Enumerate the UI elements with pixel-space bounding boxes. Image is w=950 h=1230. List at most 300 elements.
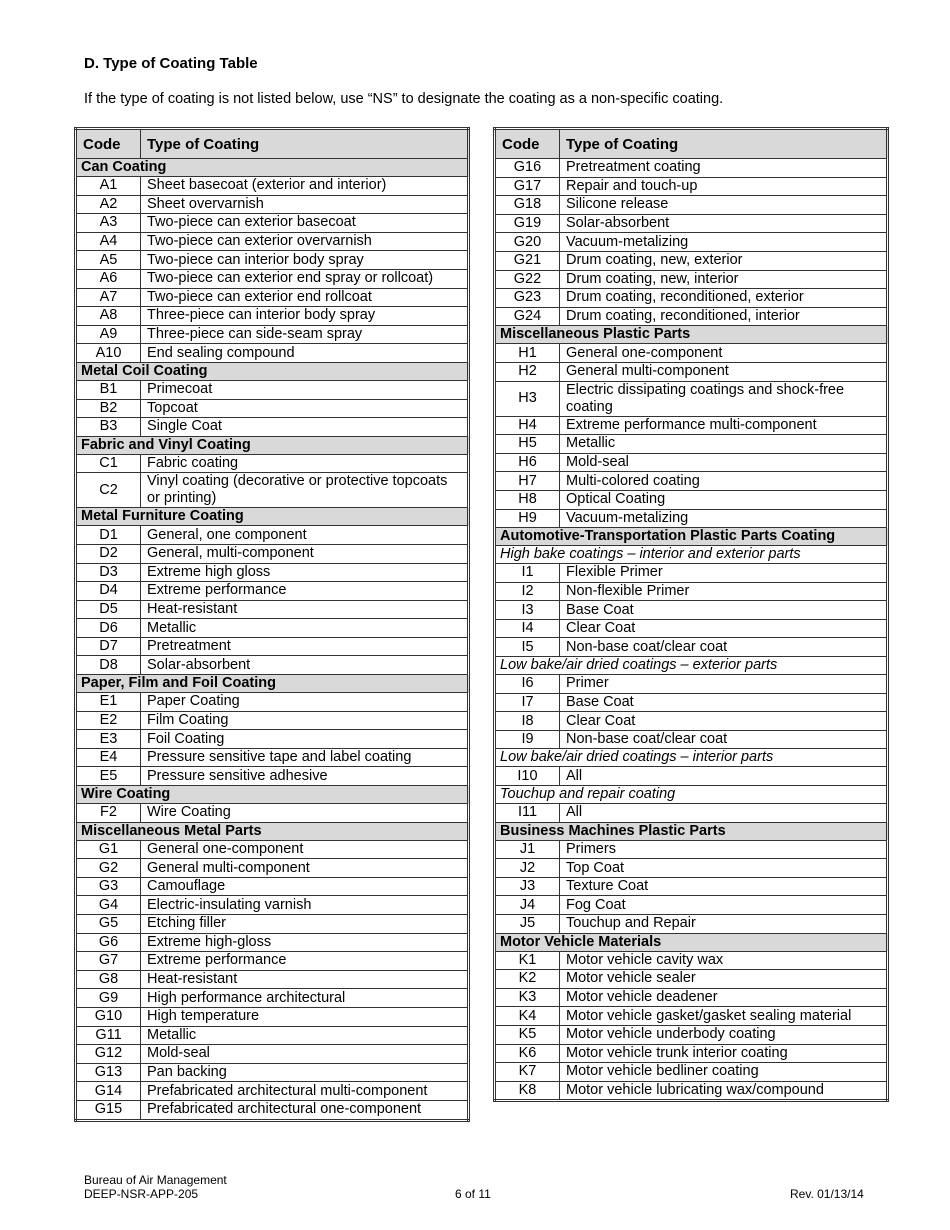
coating-type-cell: Sheet overvarnish	[141, 195, 469, 214]
code-cell: D5	[76, 600, 141, 619]
coating-type-cell: High performance architectural	[141, 989, 469, 1008]
code-cell: K7	[495, 1063, 560, 1082]
code-cell: K8	[495, 1081, 560, 1101]
table-row	[76, 344, 469, 363]
table-row	[76, 563, 469, 582]
coating-type-cell: Film Coating	[141, 711, 469, 730]
table-row	[76, 399, 469, 418]
code-cell: A1	[76, 177, 141, 196]
code-cell: E1	[76, 693, 141, 712]
footer-left	[84, 1173, 227, 1201]
code-cell: H2	[495, 362, 560, 381]
category-label: Motor Vehicle Materials	[495, 933, 888, 951]
code-cell: G20	[495, 233, 560, 252]
table-row	[76, 454, 469, 473]
coating-type-cell: Extreme performance multi-component	[560, 416, 888, 435]
type-column-header: Type of Coating	[560, 129, 888, 159]
footer-form-id: DEEP-NSR-APP-205	[84, 1187, 199, 1201]
subcategory-row	[495, 657, 888, 675]
table-row	[76, 195, 469, 214]
code-cell: H8	[495, 490, 560, 509]
table-row	[76, 656, 469, 675]
code-cell: A6	[76, 269, 141, 288]
coating-type-cell: Non-base coat/clear coat	[560, 638, 888, 657]
coating-type-cell: Base Coat	[560, 693, 888, 712]
category-header-row	[76, 159, 469, 177]
code-cell: B2	[76, 399, 141, 418]
coating-type-cell: Sheet basecoat (exterior and interior)	[141, 177, 469, 196]
coating-type-cell: Pressure sensitive tape and label coating	[141, 748, 469, 767]
code-cell: H6	[495, 453, 560, 472]
code-cell: H3	[495, 381, 560, 416]
coating-type-cell: Paper Coating	[141, 693, 469, 712]
coating-type-cell: Metallic	[560, 435, 888, 454]
code-cell: G13	[76, 1063, 141, 1082]
table-row	[495, 435, 888, 454]
table-row	[76, 418, 469, 437]
coating-type-cell: Motor vehicle lubricating wax/compound	[560, 1081, 888, 1101]
coating-type-cell: Fabric coating	[141, 454, 469, 473]
table-row	[495, 307, 888, 326]
subcategory-label: Low bake/air dried coatings – interior parts	[495, 749, 888, 767]
coating-type-cell: Camouflage	[141, 877, 469, 896]
code-cell: I11	[495, 804, 560, 823]
table-row	[495, 196, 888, 215]
coating-type-cell: Extreme performance	[141, 582, 469, 601]
code-cell: A2	[76, 195, 141, 214]
table-row	[495, 619, 888, 638]
table-row	[495, 233, 888, 252]
type-column-header: Type of Coating	[141, 129, 469, 159]
code-cell: C1	[76, 454, 141, 473]
code-cell: D4	[76, 582, 141, 601]
category-label: Miscellaneous Plastic Parts	[495, 326, 888, 344]
coating-type-cell: Optical Coating	[560, 490, 888, 509]
code-cell: B3	[76, 418, 141, 437]
coating-rows-right	[495, 159, 888, 1101]
table-row	[76, 1082, 469, 1101]
table-row	[495, 1044, 888, 1063]
code-cell: J2	[495, 859, 560, 878]
code-cell: D1	[76, 526, 141, 545]
coating-type-cell: Motor vehicle deadener	[560, 988, 888, 1007]
subcategory-label: High bake coatings – interior and exterior parts	[495, 546, 888, 564]
coating-type-cell: Pan backing	[141, 1063, 469, 1082]
table-header-row	[495, 129, 888, 159]
coating-type-cell: Motor vehicle gasket/gasket sealing material	[560, 1007, 888, 1026]
coating-type-cell: Motor vehicle underbody coating	[560, 1025, 888, 1044]
section-heading: D. Type of Coating Table	[84, 55, 258, 72]
code-cell: H7	[495, 472, 560, 491]
code-cell: E2	[76, 711, 141, 730]
code-cell: G19	[495, 214, 560, 233]
coating-type-cell: Touchup and Repair	[560, 915, 888, 934]
code-cell: G5	[76, 915, 141, 934]
code-cell: A10	[76, 344, 141, 363]
code-cell: D2	[76, 544, 141, 563]
footer-agency: Bureau of Air Management	[84, 1173, 227, 1187]
table-row	[76, 1026, 469, 1045]
table-row	[495, 767, 888, 786]
table-row	[495, 712, 888, 731]
coating-type-cell: General, one component	[141, 526, 469, 545]
table-row	[76, 933, 469, 952]
code-cell: J5	[495, 915, 560, 934]
coating-table-right	[493, 127, 889, 1102]
code-cell: G18	[495, 196, 560, 215]
table-row	[495, 270, 888, 289]
coating-type-cell: General one-component	[560, 344, 888, 363]
table-row	[76, 915, 469, 934]
table-row	[76, 730, 469, 749]
code-cell: F2	[76, 804, 141, 823]
code-cell: K5	[495, 1025, 560, 1044]
coating-type-cell: Two-piece can exterior overvarnish	[141, 232, 469, 251]
code-cell: G15	[76, 1100, 141, 1120]
coating-type-cell: Solar-absorbent	[141, 656, 469, 675]
code-cell: A3	[76, 214, 141, 233]
coating-type-cell: Extreme high-gloss	[141, 933, 469, 952]
coating-type-cell: Motor vehicle trunk interior coating	[560, 1044, 888, 1063]
table-row	[76, 251, 469, 270]
table-row	[76, 1063, 469, 1082]
table-row	[495, 1063, 888, 1082]
coating-type-cell: Single Coat	[141, 418, 469, 437]
category-label: Metal Furniture Coating	[76, 508, 469, 526]
coating-type-cell: Extreme performance	[141, 952, 469, 971]
table-row	[76, 1100, 469, 1120]
table-row	[76, 380, 469, 399]
table-row	[76, 288, 469, 307]
coating-type-cell: Wire Coating	[141, 804, 469, 823]
coating-type-cell: Motor vehicle cavity wax	[560, 951, 888, 970]
code-cell: J4	[495, 896, 560, 915]
table-row	[495, 988, 888, 1007]
table-row	[76, 214, 469, 233]
code-cell: K1	[495, 951, 560, 970]
category-header-row	[76, 675, 469, 693]
table-row	[495, 564, 888, 583]
coating-type-cell: Repair and touch-up	[560, 177, 888, 196]
code-cell: G7	[76, 952, 141, 971]
coating-type-cell: Pretreatment	[141, 637, 469, 656]
coating-type-cell: Texture Coat	[560, 877, 888, 896]
coating-type-cell: Base Coat	[560, 601, 888, 620]
subcategory-label: Touchup and repair coating	[495, 786, 888, 804]
table-row	[76, 693, 469, 712]
coating-type-cell: Pressure sensitive adhesive	[141, 767, 469, 786]
table-row	[76, 859, 469, 878]
table-row	[76, 177, 469, 196]
footer-page-number: 6 of 11	[455, 1187, 491, 1201]
coating-type-cell: Two-piece can exterior end rollcoat	[141, 288, 469, 307]
table-row	[495, 490, 888, 509]
category-label: Metal Coil Coating	[76, 362, 469, 380]
table-row	[76, 877, 469, 896]
coating-type-cell: Etching filler	[141, 915, 469, 934]
code-cell: I1	[495, 564, 560, 583]
code-cell: H4	[495, 416, 560, 435]
category-label: Can Coating	[76, 159, 469, 177]
category-header-row	[76, 822, 469, 840]
coating-type-cell: Vinyl coating (decorative or protective topcoats or printing)	[141, 473, 469, 508]
coating-type-cell: Three-piece can side-seam spray	[141, 325, 469, 344]
table-row	[495, 177, 888, 196]
coating-type-cell: End sealing compound	[141, 344, 469, 363]
code-cell: H9	[495, 509, 560, 528]
table-row	[495, 601, 888, 620]
table-row	[76, 325, 469, 344]
table-row	[76, 896, 469, 915]
code-cell: I5	[495, 638, 560, 657]
category-label: Paper, Film and Foil Coating	[76, 675, 469, 693]
table-row	[76, 952, 469, 971]
coating-type-cell: Primer	[560, 675, 888, 694]
code-cell: G10	[76, 1007, 141, 1026]
table-row	[76, 232, 469, 251]
table-row	[76, 1045, 469, 1064]
coating-type-cell: Mold-seal	[560, 453, 888, 472]
coating-type-cell: Primecoat	[141, 380, 469, 399]
subcategory-row	[495, 749, 888, 767]
code-column-header: Code	[76, 129, 141, 159]
table-row	[495, 251, 888, 270]
table-row	[76, 767, 469, 786]
coating-table-left	[74, 127, 470, 1122]
coating-type-cell: Clear Coat	[560, 619, 888, 638]
coating-type-cell: Silicone release	[560, 196, 888, 215]
coating-rows-left	[76, 159, 469, 1121]
table-row	[76, 748, 469, 767]
code-cell: K3	[495, 988, 560, 1007]
coating-type-cell: Two-piece can exterior basecoat	[141, 214, 469, 233]
table-row	[495, 730, 888, 749]
coating-type-cell: All	[560, 804, 888, 823]
category-header-row	[76, 436, 469, 454]
category-header-row	[495, 933, 888, 951]
coating-type-cell: Pretreatment coating	[560, 159, 888, 178]
code-cell: I2	[495, 582, 560, 601]
code-cell: I8	[495, 712, 560, 731]
code-cell: G21	[495, 251, 560, 270]
category-header-row	[76, 786, 469, 804]
code-cell: G11	[76, 1026, 141, 1045]
table-row	[495, 915, 888, 934]
coating-type-cell: Flexible Primer	[560, 564, 888, 583]
coating-type-cell: Non-base coat/clear coat	[560, 730, 888, 749]
category-label: Wire Coating	[76, 786, 469, 804]
table-row	[495, 381, 888, 416]
code-cell: B1	[76, 380, 141, 399]
code-cell: D3	[76, 563, 141, 582]
code-cell: G12	[76, 1045, 141, 1064]
code-cell: D6	[76, 619, 141, 638]
table-row	[495, 859, 888, 878]
coating-type-cell: Vacuum-metalizing	[560, 509, 888, 528]
coating-type-cell: Non-flexible Primer	[560, 582, 888, 601]
coating-type-cell: Motor vehicle bedliner coating	[560, 1063, 888, 1082]
coating-type-cell: Primers	[560, 840, 888, 859]
table-row	[495, 416, 888, 435]
coating-type-cell: Fog Coat	[560, 896, 888, 915]
table-row	[76, 544, 469, 563]
coating-type-cell: Two-piece can exterior end spray or rollcoat)	[141, 269, 469, 288]
code-cell: G4	[76, 896, 141, 915]
table-row	[76, 582, 469, 601]
code-cell: K2	[495, 970, 560, 989]
category-header-row	[76, 508, 469, 526]
coating-type-cell: General one-component	[141, 840, 469, 859]
code-cell: G22	[495, 270, 560, 289]
table-row	[76, 269, 469, 288]
coating-type-cell: All	[560, 767, 888, 786]
table-row	[76, 473, 469, 508]
code-cell: G2	[76, 859, 141, 878]
subcategory-row	[495, 546, 888, 564]
coating-type-cell: Foil Coating	[141, 730, 469, 749]
category-label: Miscellaneous Metal Parts	[76, 822, 469, 840]
coating-type-cell: Drum coating, reconditioned, interior	[560, 307, 888, 326]
code-cell: A8	[76, 307, 141, 326]
table-row	[495, 804, 888, 823]
code-cell: I7	[495, 693, 560, 712]
table-row	[495, 214, 888, 233]
category-header-row	[495, 528, 888, 546]
coating-type-cell: Vacuum-metalizing	[560, 233, 888, 252]
coating-type-cell: Electric dissipating coatings and shock-free coating	[560, 381, 888, 416]
table-row	[76, 307, 469, 326]
table-row	[495, 509, 888, 528]
code-cell: I3	[495, 601, 560, 620]
table-row	[495, 159, 888, 178]
coating-type-cell: Clear Coat	[560, 712, 888, 731]
code-cell: G23	[495, 289, 560, 308]
coating-type-cell: Electric-insulating varnish	[141, 896, 469, 915]
code-cell: E5	[76, 767, 141, 786]
table-row	[495, 582, 888, 601]
table-row	[495, 675, 888, 694]
table-row	[495, 1025, 888, 1044]
table-row	[76, 1007, 469, 1026]
table-row	[495, 877, 888, 896]
table-row	[495, 840, 888, 859]
coating-type-cell: Drum coating, reconditioned, exterior	[560, 289, 888, 308]
code-cell: E3	[76, 730, 141, 749]
code-cell: G14	[76, 1082, 141, 1101]
coating-type-cell: Motor vehicle sealer	[560, 970, 888, 989]
table-row	[495, 289, 888, 308]
code-cell: I9	[495, 730, 560, 749]
code-cell: G1	[76, 840, 141, 859]
code-cell: G16	[495, 159, 560, 178]
table-row	[495, 638, 888, 657]
category-header-row	[495, 822, 888, 840]
code-cell: A4	[76, 232, 141, 251]
coating-type-cell: Drum coating, new, interior	[560, 270, 888, 289]
coating-type-cell: Prefabricated architectural multi-component	[141, 1082, 469, 1101]
table-row	[76, 637, 469, 656]
table-header-row	[76, 129, 469, 159]
coating-type-cell: Heat-resistant	[141, 600, 469, 619]
code-cell: G17	[495, 177, 560, 196]
coating-type-cell: Two-piece can interior body spray	[141, 251, 469, 270]
table-row	[76, 619, 469, 638]
code-cell: K4	[495, 1007, 560, 1026]
code-cell: J1	[495, 840, 560, 859]
coating-type-cell: Prefabricated architectural one-component	[141, 1100, 469, 1120]
coating-type-cell: Solar-absorbent	[560, 214, 888, 233]
subcategory-row	[495, 786, 888, 804]
table-row	[495, 1081, 888, 1101]
table-row	[495, 951, 888, 970]
coating-type-cell: Top Coat	[560, 859, 888, 878]
code-cell: G9	[76, 989, 141, 1008]
coating-type-cell: High temperature	[141, 1007, 469, 1026]
table-row	[495, 362, 888, 381]
coating-type-cell: Heat-resistant	[141, 970, 469, 989]
coating-type-cell: Multi-colored coating	[560, 472, 888, 491]
code-cell: G8	[76, 970, 141, 989]
category-header-row	[76, 362, 469, 380]
code-cell: I4	[495, 619, 560, 638]
code-cell: G6	[76, 933, 141, 952]
coating-type-cell: Three-piece can interior body spray	[141, 307, 469, 326]
coating-type-cell: Topcoat	[141, 399, 469, 418]
category-header-row	[495, 326, 888, 344]
category-label: Fabric and Vinyl Coating	[76, 436, 469, 454]
code-cell: A9	[76, 325, 141, 344]
code-cell: A7	[76, 288, 141, 307]
code-cell: E4	[76, 748, 141, 767]
code-cell: G24	[495, 307, 560, 326]
category-label: Business Machines Plastic Parts	[495, 822, 888, 840]
table-row	[76, 526, 469, 545]
table-row	[76, 970, 469, 989]
code-cell: D8	[76, 656, 141, 675]
category-label: Automotive-Transportation Plastic Parts Coating	[495, 528, 888, 546]
table-row	[76, 804, 469, 823]
table-row	[495, 1007, 888, 1026]
code-cell: D7	[76, 637, 141, 656]
coating-type-cell: Extreme high gloss	[141, 563, 469, 582]
table-row	[76, 711, 469, 730]
coating-type-cell: Mold-seal	[141, 1045, 469, 1064]
table-row	[495, 693, 888, 712]
code-cell: I6	[495, 675, 560, 694]
table-row	[495, 970, 888, 989]
subcategory-label: Low bake/air dried coatings – exterior parts	[495, 657, 888, 675]
code-cell: G3	[76, 877, 141, 896]
table-row	[495, 896, 888, 915]
table-row	[76, 989, 469, 1008]
table-row	[495, 344, 888, 363]
code-cell: I10	[495, 767, 560, 786]
table-row	[495, 453, 888, 472]
code-column-header: Code	[495, 129, 560, 159]
coating-type-cell: Metallic	[141, 619, 469, 638]
coating-type-cell: General multi-component	[141, 859, 469, 878]
code-cell: J3	[495, 877, 560, 896]
table-row	[76, 840, 469, 859]
coating-type-cell: General multi-component	[560, 362, 888, 381]
coating-type-cell: Metallic	[141, 1026, 469, 1045]
intro-text: If the type of coating is not listed below, use “NS” to designate the coating as a non-specific coating.	[84, 91, 724, 107]
footer-revision: Rev. 01/13/14	[790, 1187, 864, 1201]
code-cell: A5	[76, 251, 141, 270]
code-cell: C2	[76, 473, 141, 508]
code-cell: H1	[495, 344, 560, 363]
table-row	[495, 472, 888, 491]
